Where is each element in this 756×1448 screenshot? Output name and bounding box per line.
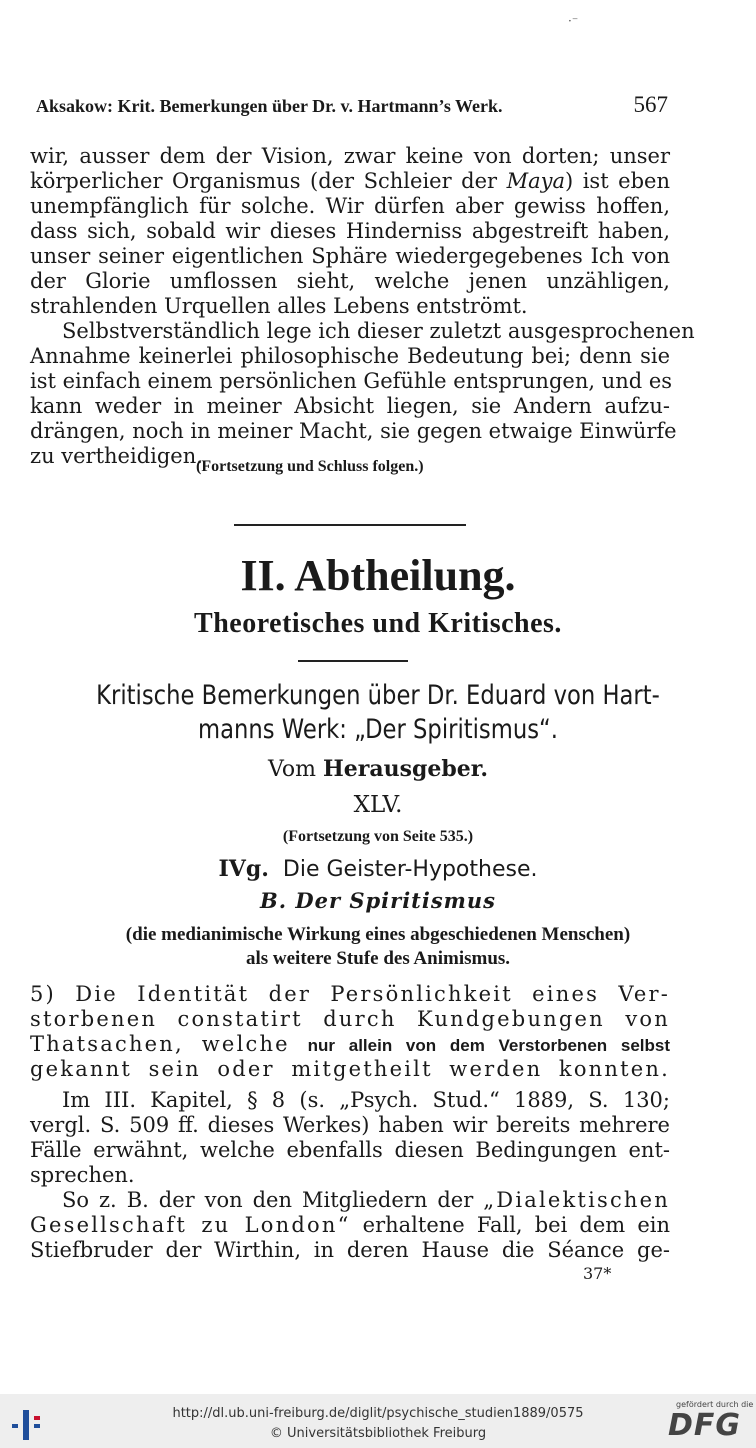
- text-line: Stiefbruder der Wirthin, in deren Hause die Séance ge-: [30, 1238, 670, 1262]
- section-rule: [234, 524, 466, 526]
- text-line: storbenen constatirt durch Kundgebungen von: [30, 1007, 670, 1031]
- text-line: strahlenden Urquellen alles Lebens entströmt.: [30, 294, 528, 318]
- text-line: So z. B. der von den Mitgliedern der „Dialektischen: [62, 1188, 670, 1212]
- sub-description-line-2: als weitere Stufe des Animismus.: [245, 948, 511, 969]
- article-title-line-1: Kritische Bemerkungen über Dr. Eduard von Hart-: [96, 680, 660, 711]
- text-line: Gesellschaft zu London“ erhaltene Fall, bei dem ein: [30, 1213, 670, 1237]
- text-line: sprechen.: [30, 1163, 135, 1187]
- section-subtitle: Theoretisches und Kritisches.: [194, 608, 562, 639]
- running-title: Aksakow: Krit. Bemerkungen über Dr. v. Hartmann’s Werk.: [36, 96, 503, 116]
- article-title-line-2: manns Werk: „Der Spiritismus“.: [198, 714, 558, 745]
- text-line: Thatsachen, welche nur allein von dem Verstorbenen selbst: [30, 1032, 670, 1056]
- text-line: kann weder in meiner Absicht liegen, sie Andern aufzu-: [30, 394, 670, 418]
- continued-from: (Fortsetzung von Seite 535.): [282, 828, 474, 845]
- signature-mark: 37*: [583, 1264, 612, 1283]
- text-line: ist einfach einem persönlichen Gefühle entsprungen, und es: [30, 369, 673, 393]
- byline: [0, 756, 756, 782]
- text-line: 5) Die Identität der Persönlichkeit eines Ver-: [30, 982, 670, 1006]
- byline-prefix: Vom: [268, 757, 323, 782]
- text-line: vergl. S. 509 ff. dieses Werkes) haben wir bereits mehrere: [30, 1113, 670, 1137]
- section-title: II. Abtheilung.: [240, 551, 516, 600]
- byline-author: Herausgeber.: [322, 756, 488, 782]
- text-line: Selbstverständlich lege ich dieser zuletzt ausgesprochenen: [62, 319, 695, 343]
- corner-mark: ·⁻: [568, 14, 579, 28]
- article-number: XLV.: [353, 792, 403, 818]
- footer-copyright: © Universitätsbibliothek Freiburg: [269, 1426, 487, 1441]
- text-line: drängen, noch in meiner Macht, sie gegen etwaige Einwürfe: [30, 419, 677, 443]
- text-line: Fälle erwähnt, welche ebenfalls diesen Bedingungen ent-: [30, 1138, 670, 1162]
- text-line: körperlicher Organismus (der Schleier der Maya) ist eben: [30, 169, 670, 193]
- footer-url-link[interactable]: http://dl.ub.uni-freiburg.de/diglit/psychische_studien1889/0575: [172, 1406, 584, 1421]
- text-line: der Glorie umflossen sieht, welche jenen unzähligen,: [30, 269, 670, 293]
- chapter-title: Die Geister-Hypothese.: [282, 857, 538, 882]
- text-line: wir, ausser dem der Vision, zwar keine von dorten; unser: [30, 144, 670, 168]
- sub-heading: B. Der Spiritismus: [260, 888, 496, 913]
- chapter-heading: [0, 856, 756, 882]
- title-rule: [298, 660, 408, 662]
- continuation-note: (Fortsetzung und Schluss folgen.): [196, 458, 424, 475]
- text-line: zu vertheidigen.: [30, 444, 203, 468]
- sub-description-line-1: (die medianimische Wirkung eines abgeschiedenen Menschen): [125, 924, 631, 945]
- text-line: Annahme keinerlei philosophische Bedeutung bei; denn sie: [30, 344, 670, 368]
- funder-note: gefördert durch die: [676, 1400, 754, 1409]
- chapter-number: IVg.: [218, 856, 269, 882]
- text-line: unempfänglich für solche. Wir dürfen aber gewiss hoffen,: [30, 194, 670, 218]
- text-line: dass sich, sobald wir dieses Hinderniss abgestreift haben,: [30, 219, 670, 243]
- text-line: unser seiner eigentlichen Sphäre wiedergegebenes Ich von: [30, 244, 670, 268]
- page-number: 567: [633, 92, 668, 117]
- running-header: [36, 92, 668, 118]
- dfg-logo-icon: DFG: [668, 1408, 742, 1443]
- text-line: Im III. Kapitel, § 8 (s. „Psych. Stud.“ 1889, S. 130;: [62, 1088, 670, 1112]
- text-line: gekannt sein oder mitgetheilt werden konnten.: [30, 1057, 670, 1081]
